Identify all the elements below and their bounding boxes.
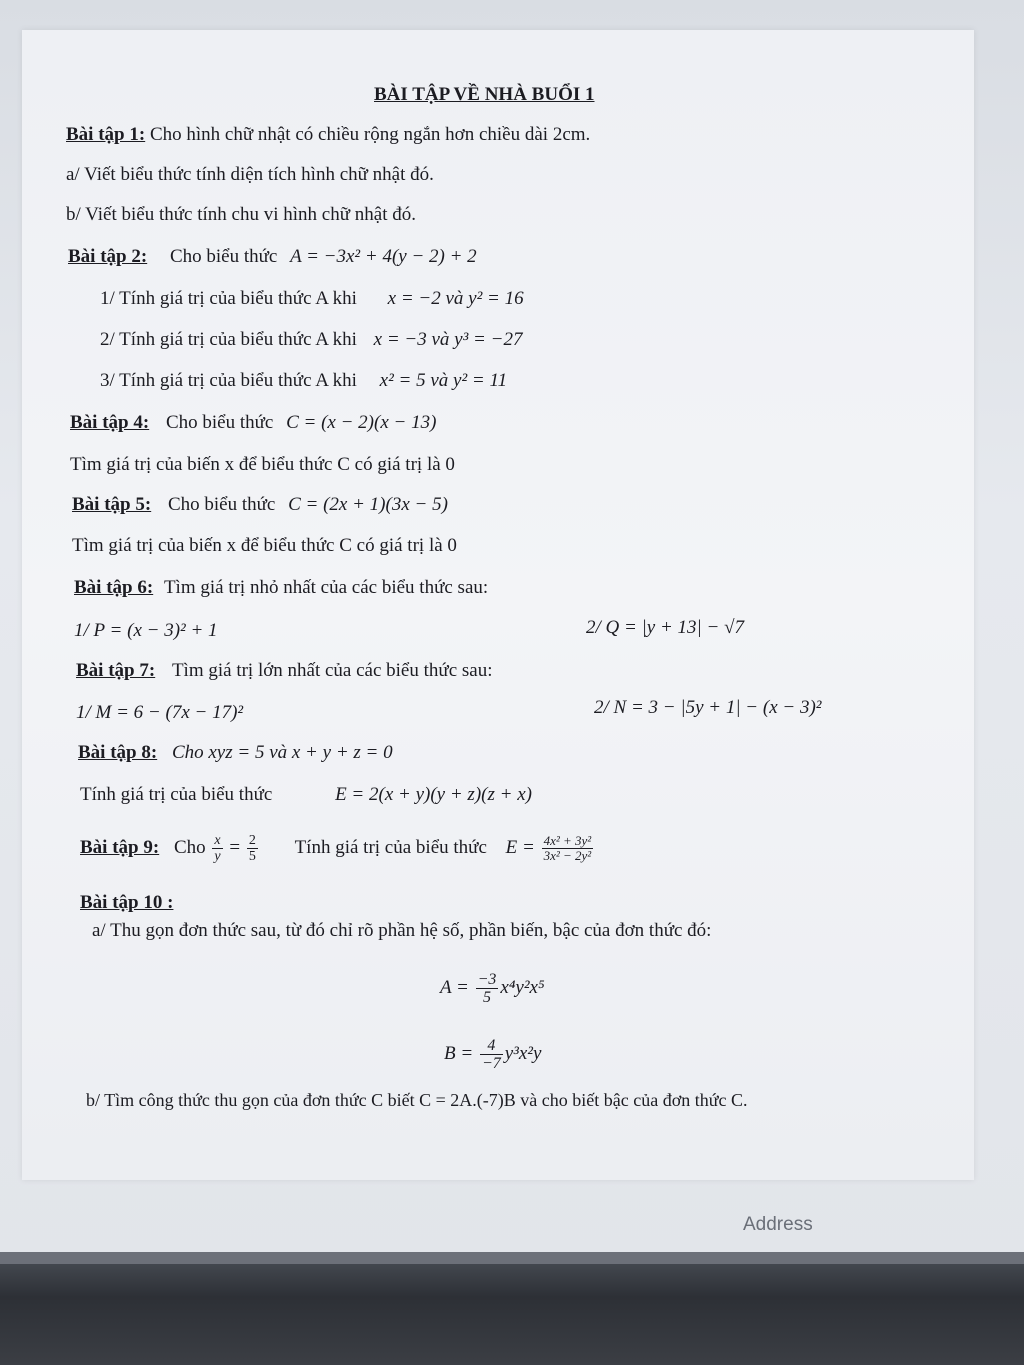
exercise-9-fraction-xy: $\frac{x}{y}$ [214, 832, 221, 865]
exercise-7-p2: 2/ N = 3 − |5y + 1| − (x − 3)² [594, 697, 822, 718]
exercise-2-q3-condition: x² = 5 và y² = 11 [379, 370, 508, 391]
exercise-5-question: Tìm giá trị của biến x để biểu thức C có giá trị là 0 [72, 535, 457, 556]
exercise-6-text: Tìm giá trị nhỏ nhất của các biểu thức sau: [163, 577, 489, 598]
exercise-5-text: Cho biểu thức [167, 494, 276, 515]
exercise-9-e-fraction: $\frac{\text{4x² + 3y²}}{\text{3x² − 2y²}}$ [543, 832, 592, 864]
monomial-b [444, 1030, 541, 1078]
exercise-9-question: Tính giá trị của biểu thức [294, 837, 487, 858]
exercise-8-question [80, 784, 532, 807]
exercise-2-q1-text: 1/ Tính giá trị của biểu thức A khi [100, 288, 357, 309]
exercise-6 [74, 577, 488, 600]
exercise-6-label: Bài tập 6: [74, 577, 154, 598]
exercise-4-question: Tìm giá trị của biến x để biểu thức C có giá trị là 0 [70, 454, 455, 475]
exercise-2-q3 [100, 370, 507, 393]
exercise-2 [68, 246, 477, 269]
exercise-2-q1-condition: x = −2 và y² = 16 [387, 288, 524, 309]
exercise-8-text: Cho xyz = 5 và x + y + z = 0 [171, 742, 393, 763]
monomial-a [440, 964, 545, 1012]
exercise-6-p1: 1/ P = (x − 3)² + 1 [74, 620, 218, 641]
exercise-5-label: Bài tập 5: [72, 494, 152, 515]
exercise-2-text: Cho biểu thức [169, 246, 278, 267]
exercise-1b: b/ Viết biểu thức tính chu vi hình chữ nhật đó. [66, 204, 416, 225]
exercise-2-expression: A = −3x² + 4(y − 2) + 2 [290, 246, 477, 267]
page-title: BÀI TẬP VỀ NHÀ BUỔI 1 [374, 84, 595, 105]
exercise-2-q2-text: 2/ Tính giá trị của biểu thức A khi [100, 329, 357, 350]
address-label: Address [743, 1214, 813, 1235]
exercise-9-e-lhs: E = [505, 837, 535, 858]
exercise-9-cho: Cho [173, 837, 206, 858]
exercise-8 [78, 742, 393, 765]
monomial-a-lhs: A = [440, 977, 469, 998]
monomial-a-coefficient: $\frac{-3}{5}$ [477, 970, 497, 1007]
exercise-7-p1: 1/ M = 6 − (7x − 17)² [76, 702, 244, 723]
exercise-10a: a/ Thu gọn đơn thức sau, từ đó chỉ rõ phần hệ số, phần biến, bậc của đơn thức đó: [92, 920, 712, 941]
monomial-b-variables: y³x²y [504, 1043, 542, 1064]
exercise-1-label: Bài tập 1: [66, 124, 146, 145]
exercise-9-equals: = [229, 837, 241, 858]
exercise-4-label: Bài tập 4: [70, 412, 150, 433]
exercise-8-label: Bài tập 8: [78, 742, 158, 763]
exercise-4-expression: C = (x − 2)(x − 13) [286, 412, 437, 433]
exercise-5-expression: C = (2x + 1)(3x − 5) [288, 494, 448, 515]
monomial-b-lhs: B = [444, 1043, 474, 1064]
exercise-7 [76, 660, 492, 683]
exercise-9-fraction-2-5: $\frac{2}{5}$ [248, 832, 256, 865]
monomial-b-coefficient: $\frac{4}{-7}$ [481, 1036, 501, 1073]
monitor-bezel-edge [0, 1252, 1024, 1264]
monitor-bezel [0, 1252, 1024, 1365]
exercise-2-q1 [100, 288, 524, 311]
exercise-2-q3-text: 3/ Tính giá trị của biểu thức A khi [100, 370, 357, 391]
exercise-9 [80, 824, 595, 872]
exercise-2-q2 [100, 329, 522, 352]
exercise-6-p2: 2/ Q = |y + 13| − √7 [586, 617, 745, 638]
monomial-a-variables: x⁴y²x⁵ [500, 977, 545, 998]
exercise-10-label: Bài tập 10 : [80, 892, 174, 913]
exercise-10b: b/ Tìm công thức thu gọn của đơn thức C biết C = 2A.(-7)B và cho biết bậc của đơn thức C. [86, 1090, 748, 1110]
exercise-8-expression: E = 2(x + y)(y + z)(z + x) [335, 784, 532, 805]
exercise-1 [66, 124, 590, 147]
exercise-2-label: Bài tập 2: [68, 246, 148, 267]
exercise-8-question-text: Tính giá trị của biểu thức [80, 784, 273, 805]
exercise-1-text: Cho hình chữ nhật có chiều rộng ngắn hơn chiều dài 2cm. [145, 124, 591, 145]
exercise-5 [72, 494, 448, 517]
exercise-1a: a/ Viết biểu thức tính diện tích hình chữ nhật đó. [66, 164, 434, 185]
exercise-7-text: Tìm giá trị lớn nhất của các biểu thức sau: [171, 660, 493, 681]
exercise-9-label: Bài tập 9: [80, 837, 160, 858]
exercise-4 [70, 412, 436, 435]
exercise-2-q2-condition: x = −3 và y³ = −27 [373, 329, 523, 350]
exercise-7-label: Bài tập 7: [76, 660, 156, 681]
exercise-4-text: Cho biểu thức [165, 412, 274, 433]
